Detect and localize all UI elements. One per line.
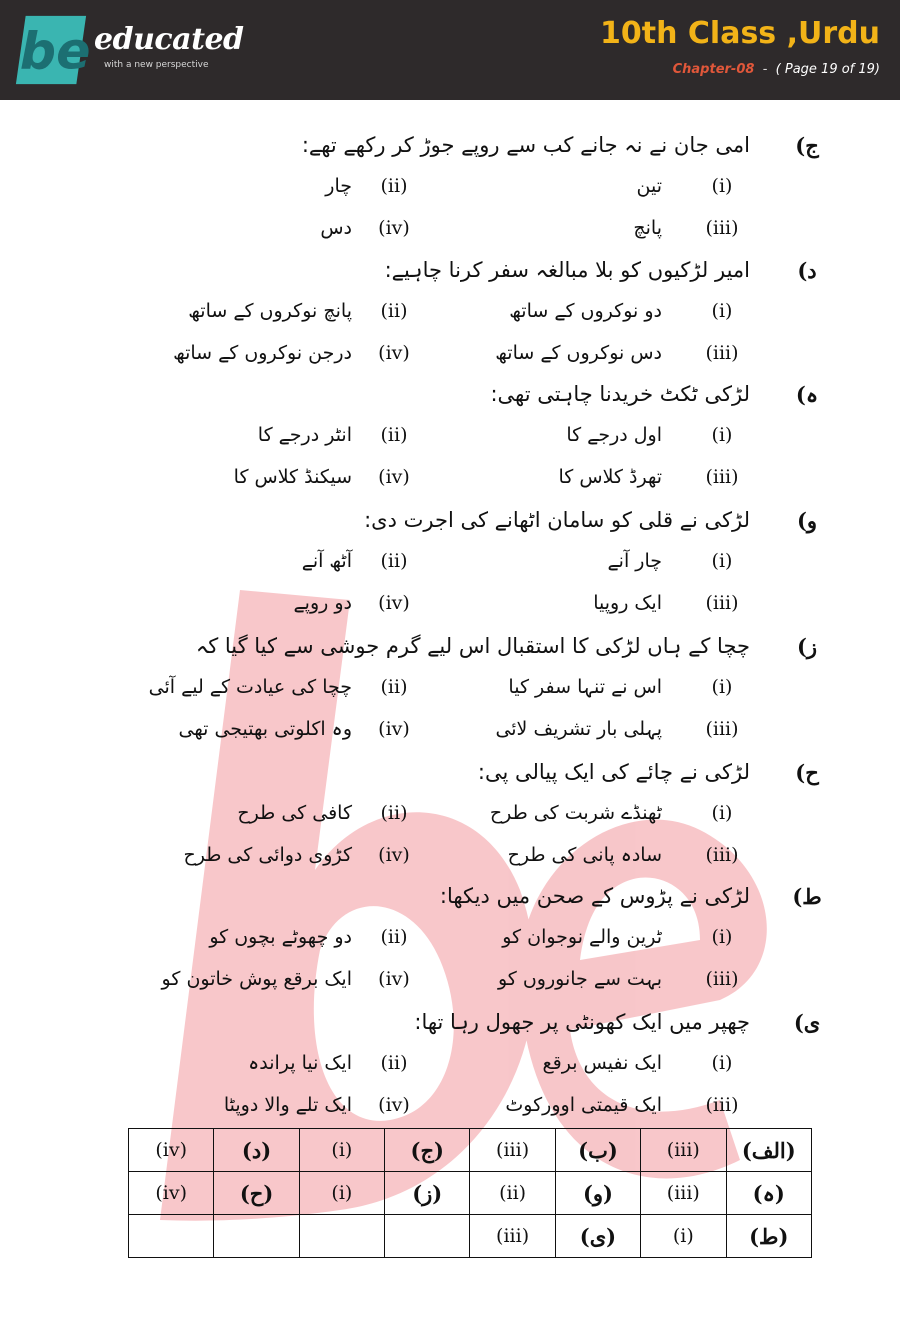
answer-question-label: (ہ): [726, 1172, 812, 1215]
chapter-label: Chapter-08: [672, 62, 755, 77]
page-header: [0, 0, 900, 100]
be-logo-icon: [12, 8, 90, 90]
answer-option: (iii): [470, 1129, 555, 1172]
option-text: چچا کی عیادت کے لیے آئی: [148, 676, 352, 698]
option-text: دو روپے: [293, 592, 352, 614]
option-text: ایک قیمتی اوورکوٹ: [505, 1094, 662, 1116]
option-number: (i): [711, 550, 733, 572]
logo-wordmark: educated: [94, 22, 244, 57]
option-text: ایک نفیس برقع: [542, 1052, 662, 1074]
option-text: تھرڈ کلاس کا: [558, 466, 662, 488]
answer-option: (ii): [470, 1172, 555, 1215]
answer-question-label: (ب): [555, 1129, 640, 1172]
answer-question-label: (ج): [385, 1129, 470, 1172]
option-number: (iii): [705, 718, 739, 740]
answer-option: (iii): [470, 1215, 555, 1258]
option-number: (ii): [380, 300, 408, 322]
option-number: (ii): [380, 550, 408, 572]
option-text: کافی کی طرح: [237, 802, 352, 824]
question-text: امی جان نے نہ جانے کب سے روپے جوڑ کر رکھے تھے:: [301, 133, 750, 157]
svg-text:be: be: [19, 21, 90, 81]
option-number: (i): [711, 802, 733, 824]
answer-row: [129, 1129, 812, 1172]
answer-option: [129, 1215, 214, 1258]
option-text: اس نے تنہا سفر کیا: [508, 676, 662, 698]
option-text: اول درجے کا: [566, 424, 662, 446]
option-number: (iii): [705, 342, 739, 364]
option-number: (ii): [380, 1052, 408, 1074]
question-text: چھپر میں ایک کھونٹی پر جھول رہا تھا:: [414, 1010, 750, 1034]
option-text: ایک تلے والا دوپٹا: [223, 1094, 352, 1116]
page-indicator: ( Page 19 of 19): [775, 62, 880, 77]
option-number: (ii): [380, 676, 408, 698]
answer-option: [299, 1215, 384, 1258]
option-number: (iii): [705, 844, 739, 866]
option-text: ایک برقع پوش خاتون کو: [161, 968, 352, 990]
answer-key-table: [128, 1128, 812, 1258]
option-number: (iii): [705, 592, 739, 614]
question-text: امیر لڑکیوں کو بلا مبالغہ سفر کرنا چاہیے:: [384, 258, 750, 282]
option-text: سادہ پانی کی طرح: [507, 844, 662, 866]
question-label: (ہ: [795, 382, 819, 407]
option-text: ایک نیا پراندہ: [248, 1052, 352, 1074]
question-text: چچا کے ہاں لڑکی کا استقبال اس لیے گرم جوشی سے کیا گیا کہ: [195, 634, 750, 658]
be-educated-logo: [12, 8, 244, 92]
option-text: دس: [320, 217, 352, 239]
option-number: (i): [711, 300, 733, 322]
answer-option: (iii): [641, 1129, 726, 1172]
question-label: (ح: [795, 760, 819, 785]
question-text: لڑکی نے چائے کی ایک پیالی پی:: [477, 760, 750, 784]
option-text: وہ اکلوتی بھتیجی تھی: [178, 718, 352, 740]
option-number: (iii): [705, 968, 739, 990]
answer-option: (i): [299, 1172, 384, 1215]
option-number: (iv): [378, 968, 410, 990]
option-number: (i): [711, 676, 733, 698]
option-text: پہلی بار تشریف لائی: [495, 718, 662, 740]
answer-question-label: (ی): [555, 1215, 640, 1258]
answer-question-label: (و): [555, 1172, 640, 1215]
option-number: (iv): [378, 217, 410, 239]
option-number: (i): [711, 175, 733, 197]
option-text: چار آنے: [607, 550, 662, 572]
answer-question-label: (ح): [214, 1172, 299, 1215]
option-text: بہت سے جانوروں کو: [497, 968, 662, 990]
option-number: (ii): [380, 424, 408, 446]
option-text: ایک روپیا: [593, 592, 662, 614]
question-text: لڑکی نے پڑوس کے صحن میں دیکھا:: [439, 884, 750, 908]
option-text: پانچ نوکروں کے ساتھ: [188, 300, 352, 322]
answer-question-label: (ز): [385, 1172, 470, 1215]
option-text: چار: [325, 175, 352, 197]
question-label: (د: [797, 258, 817, 283]
option-number: (i): [711, 424, 733, 446]
option-text: انٹر درجے کا: [257, 424, 352, 446]
chapter-info: [673, 62, 880, 77]
question-label: (ج: [795, 133, 819, 158]
question-text: لڑکی نے قلی کو سامان اٹھانے کی اجرت دی:: [364, 508, 750, 532]
answer-row: [129, 1215, 812, 1258]
answer-question-label: (ط): [726, 1215, 812, 1258]
option-number: (ii): [380, 802, 408, 824]
option-number: (i): [711, 1052, 733, 1074]
answer-option: (i): [299, 1129, 384, 1172]
question-label: (ط: [792, 884, 822, 909]
option-text: ٹرین والے نوجوان کو: [502, 926, 662, 948]
logo-tagline: with a new perspective: [104, 60, 209, 70]
option-text: آٹھ آنے: [301, 550, 352, 572]
option-number: (iii): [705, 466, 739, 488]
answer-option: (iii): [641, 1172, 726, 1215]
option-text: دو نوکروں کے ساتھ: [509, 300, 662, 322]
option-text: ٹھنڈے شربت کی طرح: [489, 802, 662, 824]
option-number: (iv): [378, 342, 410, 364]
option-number: (iv): [378, 1094, 410, 1116]
option-number: (iv): [378, 592, 410, 614]
option-text: دو چھوٹے بچوں کو: [209, 926, 352, 948]
option-number: (ii): [380, 926, 408, 948]
answer-question-label: [214, 1215, 299, 1258]
question-label: (و: [796, 508, 818, 533]
option-number: (iv): [378, 466, 410, 488]
page-title: 10th Class ,Urdu: [600, 16, 880, 51]
option-text: سیکنڈ کلاس کا: [233, 466, 352, 488]
option-number: (iii): [705, 217, 739, 239]
option-text: دس نوکروں کے ساتھ: [495, 342, 662, 364]
option-number: (iv): [378, 718, 410, 740]
answer-row: [129, 1172, 812, 1215]
answer-option: (i): [641, 1215, 726, 1258]
answer-option: (iv): [129, 1172, 214, 1215]
question-text: لڑکی ٹکٹ خریدنا چاہتی تھی:: [490, 382, 750, 406]
question-label: (ی: [793, 1010, 821, 1035]
answer-question-label: [385, 1215, 470, 1258]
question-label: (ز: [796, 634, 818, 659]
option-text: کڑوی دوائی کی طرح: [183, 844, 352, 866]
chapter-separator: -: [762, 62, 768, 77]
option-text: پانچ: [633, 217, 662, 239]
option-number: (i): [711, 926, 733, 948]
answer-question-label: (الف): [726, 1129, 812, 1172]
option-text: درجن نوکروں کے ساتھ: [173, 342, 352, 364]
option-number: (iv): [378, 844, 410, 866]
answer-option: (iv): [129, 1129, 214, 1172]
option-text: تین: [636, 175, 662, 197]
option-number: (ii): [380, 175, 408, 197]
option-number: (iii): [705, 1094, 739, 1116]
answer-question-label: (د): [214, 1129, 299, 1172]
